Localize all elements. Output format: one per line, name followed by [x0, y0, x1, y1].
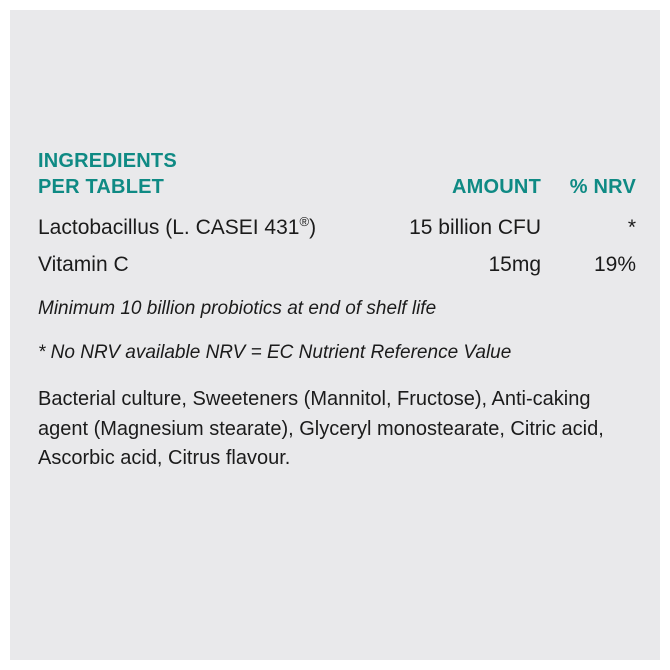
nutrient-name-tail: )	[309, 216, 317, 239]
nutrient-nrv: *	[627, 216, 636, 239]
heading-line-1: INGREDIENTS	[38, 150, 177, 172]
nutrient-name-text: Vitamin C	[38, 253, 129, 276]
nutrient-amount: 15mg	[488, 253, 541, 276]
shelf-life-note: Minimum 10 billion probiotics at end of shelf life	[38, 298, 437, 319]
column-header-nrv: % NRV	[569, 176, 636, 198]
nrv-footnote: * No NRV available NRV = EC Nutrient Reference Value	[38, 341, 512, 363]
label-panel	[10, 10, 660, 660]
label-content	[38, 148, 636, 473]
table-row	[38, 246, 636, 283]
nutrient-name-text: Lactobacillus (L. CASEI 431	[38, 216, 300, 239]
table-row	[38, 209, 636, 246]
nutrient-name	[38, 251, 366, 277]
ingredients-list: Bacterial culture, Sweeteners (Mannitol, Fructose), Anti-caking agent (Magnesium stearate), Glyceryl monostearate, Citric acid, Ascorbic acid, Citrus flavour.	[38, 388, 604, 470]
registered-trademark-icon: ®	[299, 214, 310, 229]
column-header-amount: AMOUNT	[452, 176, 541, 198]
table-header	[38, 148, 636, 200]
heading-line-2: PER TABLET	[38, 176, 165, 198]
nutrient-nrv: 19%	[593, 253, 636, 276]
nutrient-name	[38, 214, 366, 240]
nutrient-amount: 15 billion CFU	[409, 216, 541, 239]
ingredients-heading	[38, 148, 366, 200]
nutrient-table	[38, 209, 636, 283]
